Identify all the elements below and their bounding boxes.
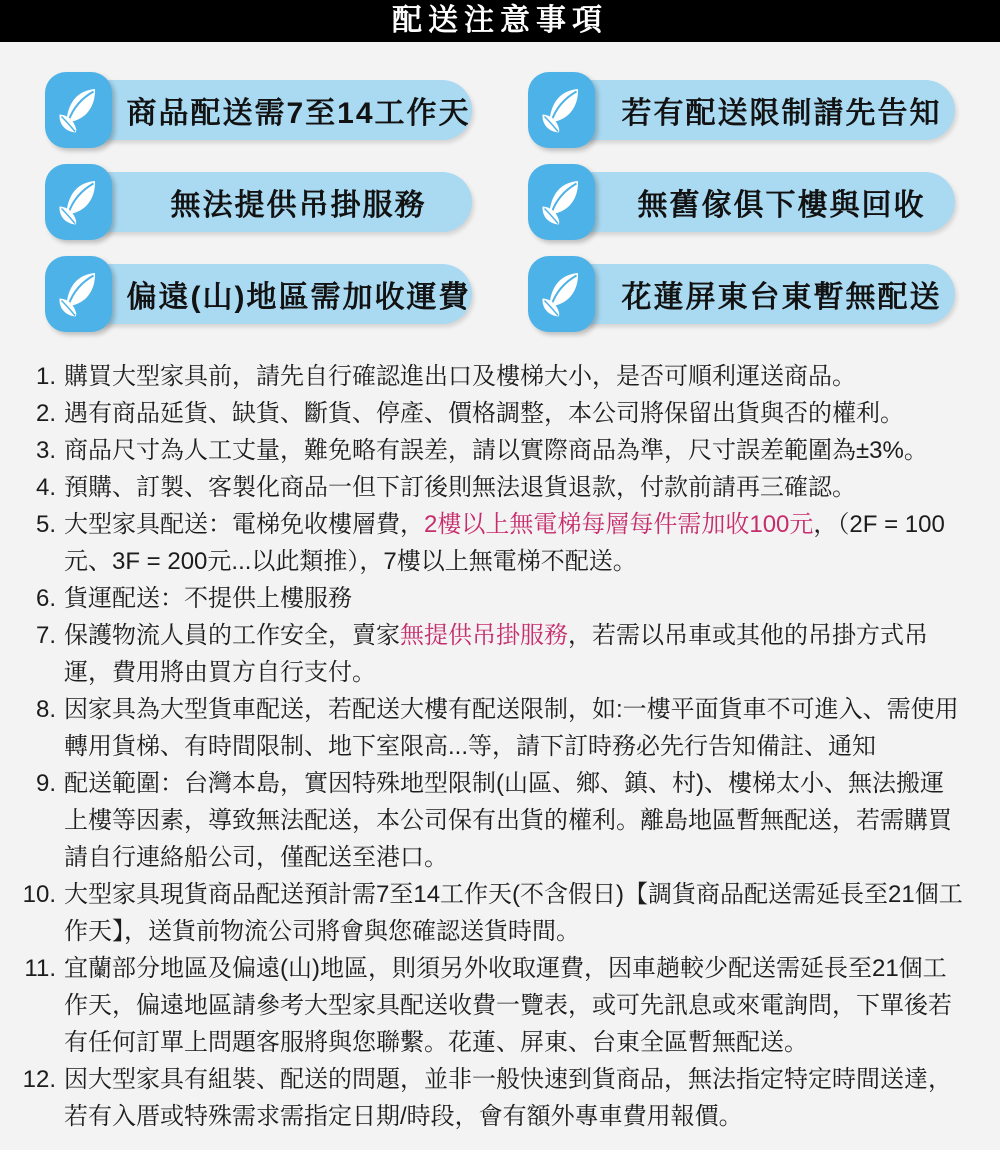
leaf-icon (528, 72, 595, 148)
list-item (10, 469, 964, 506)
list-item-text: 保護物流人員的工作安全，賣家無提供吊掛服務，若需以吊車或其他的吊掛方式吊運，費用將由買方自行支付。 (64, 622, 928, 686)
delivery-badge (45, 256, 472, 332)
leaf-icon (45, 164, 112, 240)
badge-label: 無法提供吊掛服務 (170, 189, 427, 222)
list-item (10, 432, 964, 469)
leaf-icon (528, 256, 595, 332)
list-item-number: 9. (35, 770, 56, 797)
leaf-icon (45, 72, 112, 148)
list-item-number: 10. (22, 881, 56, 908)
highlight-text: 無提供吊掛服務 (400, 622, 568, 649)
notes-list (0, 344, 1000, 1135)
badge-pill (73, 264, 472, 324)
leaf-icon (528, 164, 595, 240)
badge-label: 無舊傢俱下樓與回收 (637, 189, 926, 222)
list-item-text: 購買大型家具前，請先自行確認進出口及樓梯大小，是否可順利運送商品。 (64, 363, 856, 390)
list-item (10, 358, 964, 395)
list-item-number: 3. (35, 437, 56, 464)
list-item (10, 691, 964, 765)
badge-pill (556, 172, 955, 232)
list-item-number: 5. (35, 511, 56, 538)
delivery-badge (528, 72, 955, 148)
list-item-text: 配送範圍：台灣本島，實因特殊地型限制(山區、鄉、鎮、村)、樓梯太小、無法搬運上樓等因素，導致無法配送，本公司保有出貨的權利。離島地區暫無配送，若需購買請自行連絡船公司，僅配送至港口。 (64, 770, 952, 871)
delivery-badge (45, 72, 472, 148)
badge-label: 商品配送需7至14工作天 (126, 97, 471, 130)
list-item-number: 12. (22, 1066, 56, 1093)
list-item-number: 11. (24, 955, 56, 982)
list-item (10, 876, 964, 950)
badge-label: 花蓮屏東台東暫無配送 (621, 281, 942, 314)
delivery-badge (45, 164, 472, 240)
list-item-number: 2. (35, 400, 56, 427)
list-item (10, 1061, 964, 1135)
list-item-text: 因大型家具有組裝、配送的問題，並非一般快速到貨商品，無法指定特定時間送達，若有入厝或特殊需求需指定日期/時段，會有額外專車費用報價。 (64, 1066, 952, 1130)
list-item-text: 因家具為大型貨車配送，若配送大樓有配送限制，如:一樓平面貨車不可進入、需使用轉用貨梯、有時間限制、地下室限高...等，請下訂時務必先行告知備註、通知 (64, 696, 959, 760)
badge-pill (73, 172, 472, 232)
badge-pill (556, 264, 955, 324)
badge-label: 若有配送限制請先告知 (621, 97, 942, 130)
list-item-number: 6. (35, 585, 56, 612)
list-item (10, 950, 964, 1061)
list-item-text: 大型家具配送：電梯免收樓層費，2樓以上無電梯每層每件需加收100元，（2F = 100元、3F = 200元...以此類推），7樓以上無電梯不配送。 (64, 511, 945, 575)
list-item-number: 8. (35, 696, 56, 723)
list-item-text: 預購、訂製、客製化商品一但下訂後則無法退貨退款，付款前請再三確認。 (64, 474, 856, 501)
delivery-badge (528, 256, 955, 332)
badge-label: 偏遠(山)地區需加收運費 (126, 281, 471, 314)
list-item-number: 4. (35, 474, 56, 501)
leaf-icon (45, 256, 112, 332)
list-item-text: 遇有商品延貨、缺貨、斷貨、停產、價格調整，本公司將保留出貨與否的權利。 (64, 400, 904, 427)
page-title: 配送注意事項 (392, 4, 608, 37)
list-item-number: 1. (35, 363, 56, 390)
delivery-badge (528, 164, 955, 240)
list-item (10, 765, 964, 876)
list-item (10, 580, 964, 617)
list-item (10, 617, 964, 691)
highlight-text: 2樓以上無電梯每層每件需加收100元 (424, 511, 814, 538)
list-item-text: 貨運配送：不提供上樓服務 (64, 585, 352, 612)
list-item-text: 大型家具現貨商品配送預計需7至14工作天(不含假日)【調貨商品配送需延長至21個工作天】，送貨前物流公司將會與您確認送貨時間。 (64, 881, 963, 945)
list-item-number: 7. (35, 622, 56, 649)
badge-pill (556, 80, 955, 140)
delivery-badges (0, 42, 1000, 344)
list-item (10, 506, 964, 580)
list-item-text: 商品尺寸為人工丈量，難免略有誤差，請以實際商品為準，尺寸誤差範圍為±3%。 (64, 437, 928, 464)
list-item (10, 395, 964, 432)
badge-pill (73, 80, 472, 140)
header-bar (0, 0, 1000, 42)
list-item-text: 宜蘭部分地區及偏遠(山)地區，則須另外收取運費，因車趟較少配送需延長至21個工作天，偏遠地區請參考大型家具配送收費一覽表，或可先訊息或來電詢問，下單後若有任何訂單上問題客服將與您聯繫。花蓮、屏東、台東全區暫無配送。 (64, 955, 952, 1056)
